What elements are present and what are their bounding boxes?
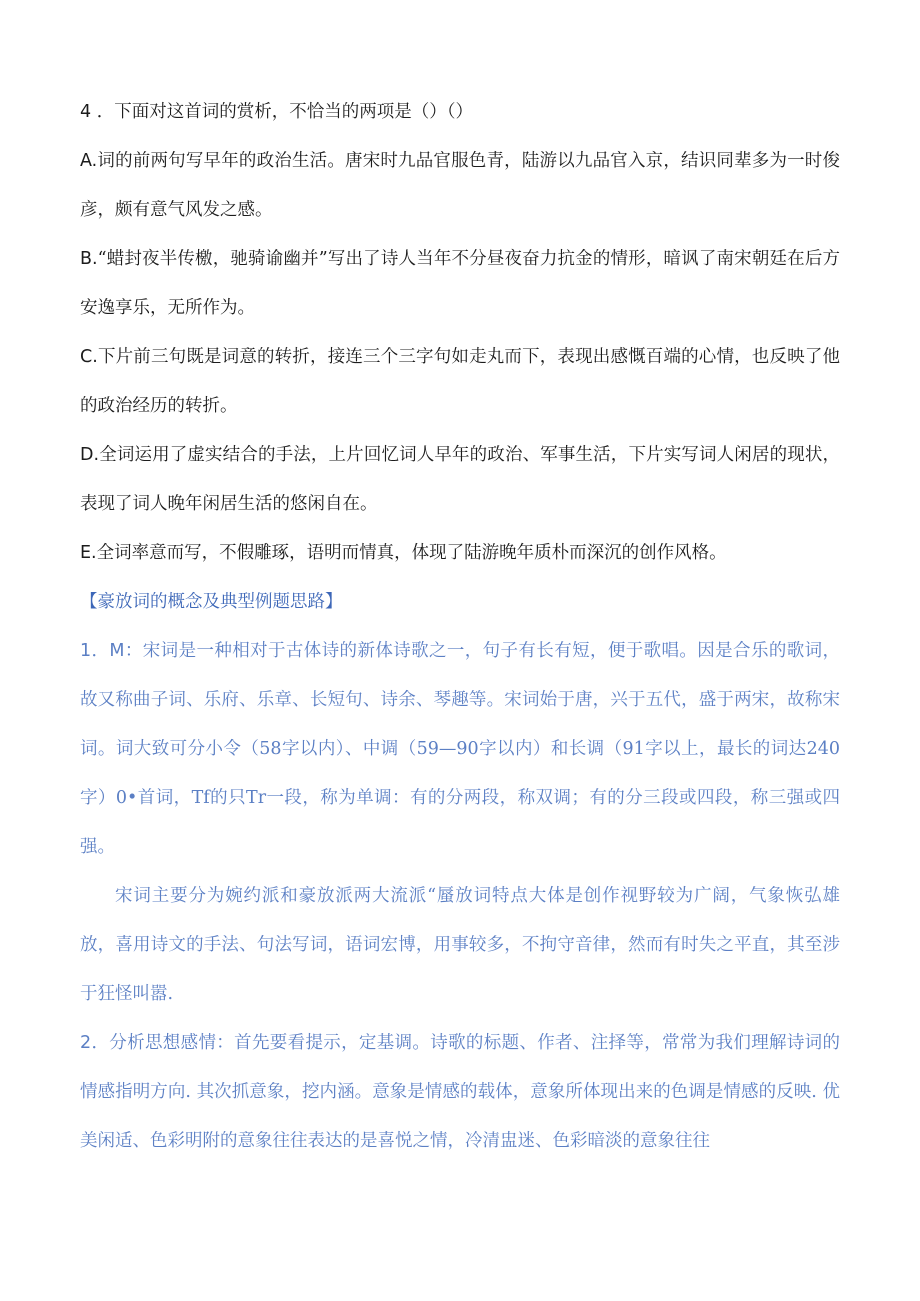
option-label: B. — [80, 249, 98, 269]
section-heading: 【豪放词的概念及典型例题思路】 — [80, 592, 343, 612]
option-d — [80, 431, 840, 529]
concept-item-2 — [80, 1019, 840, 1166]
concept-item-1 — [80, 627, 840, 872]
option-a — [80, 137, 840, 235]
item-number: 1 — [80, 641, 92, 661]
option-b — [80, 235, 840, 333]
item-lead: ．M： — [91, 641, 143, 661]
concept-paragraph: 宋词主要分为婉约派和豪放派两大流派“蜃放词特点大体是创作视野较为广阔，气象恢弘雄放，喜用诗文的手法、句法写词，语词宏博，用事较多，不拘守音律，然而有时失之平直，其至涉于狂怪叫嚣. — [80, 886, 840, 1004]
option-label: A. — [80, 151, 98, 171]
question-stem: ．下面对这首词的赏析，不恰当的两项是（）（） — [96, 102, 473, 122]
option-text: 全词运用了虚实结合的手法，上片回忆词人早年的政治、军事生活，下片实写词人闲居的现状，表现了词人晚年闲居生活的悠闲自在。 — [80, 445, 840, 514]
question-number: 4 — [80, 102, 92, 122]
option-text: “蜡封夜半传檄，驰骑谕幽并”写出了诗人当年不分昼夜奋力抗金的情形，暗讽了南宋朝廷在后方安逸享乐，无所作为。 — [80, 249, 840, 318]
option-c — [80, 333, 840, 431]
item-number: 2 — [80, 1033, 92, 1053]
option-label: E. — [80, 543, 97, 563]
item-lead: ．分析思想感情：首 — [91, 1033, 252, 1053]
option-text: 词的前两句写早年的政治生活。唐宋时九品官服色青，陆游以九品官入京，结识同辈多为一时俊彦，颇有意气风发之感。 — [80, 151, 840, 220]
option-label: D. — [80, 445, 100, 465]
item-text: 宋词是一种相对于古体诗的新体诗歌之一，句子有长有短，便于歌唱。因是合乐的歌词，故又称曲子词、乐府、乐章、长短句、诗余、琴趣等。宋词始于唐，兴于五代，盛于两宋，故称宋词。词大致可分小令（58字以内）、中调（59—90字以内）和长调（91字以上，最长的词达240字）0•首词，Tf的只Tr一段，称为单调：有的分两段，称双调；有的分三段或四段，称三强或四强。 — [80, 641, 840, 857]
option-e — [80, 529, 840, 578]
question-4 — [80, 88, 840, 137]
item-text: 先要看提示，定基调。诗歌的标题、作者、注择等，常常为我们理解诗词的情感指明方向. 其次抓意象，挖内涵。意象是情感的载体，意象所体现出来的色调是情感的反映. 优美闲适、色彩明附的意象往往表达的是喜悦之情，冷清盅迷、色彩暗淡的意象往往 — [80, 1033, 841, 1151]
option-text: 全词率意而写，不假雕琢，语明而情真，体现了陆游晚年质朴而深沉的创作风格。 — [96, 543, 727, 563]
option-text: 下片前三句既是词意的转折，接连三个三字句如走丸而下，表现出感慨百端的心情，也反映了他的政治经历的转折。 — [80, 347, 840, 416]
option-label: C. — [80, 347, 98, 367]
